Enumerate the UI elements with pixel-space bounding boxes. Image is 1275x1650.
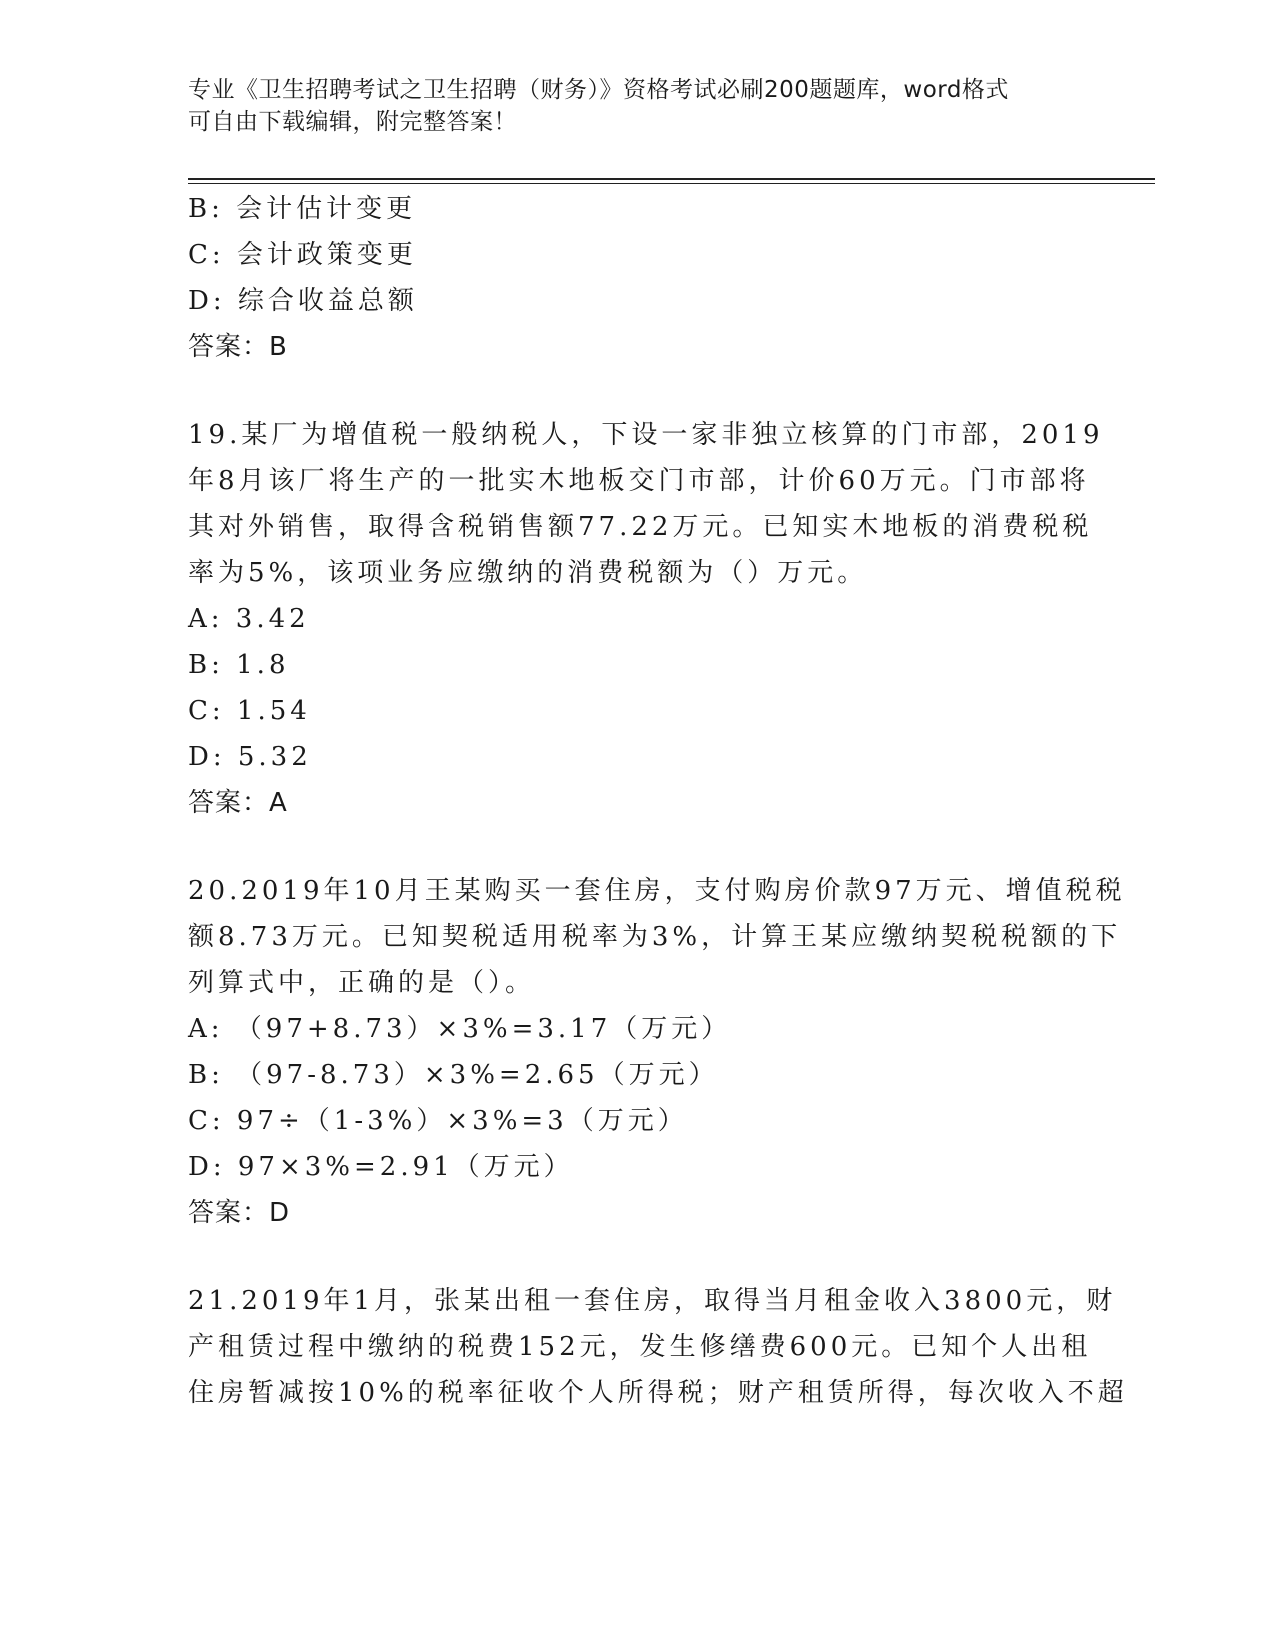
answer-line: 答案：D [188,1198,291,1228]
question-text-line: 21.2019年1月，张某出租一套住房，取得当月租金收入3800元，财 [188,1286,1117,1316]
question-text-line: 住房暂减按10%的税率征收个人所得税；财产租赁所得，每次收入不超 [188,1378,1128,1408]
question-18-tail [188,186,1088,370]
header-line-1: 专业《卫生招聘考试之卫生招聘（财务）》资格考试必刷200题题库，word格式 [188,77,1009,103]
question-text-line: 额8.73万元。已知契税适用税率为3%，计算王某应缴纳契税税额的下 [188,922,1122,952]
question-19 [188,412,1104,826]
question-text-line: 20.2019年10月王某购买一套住房，支付购房价款97万元、增值税税 [188,876,1126,906]
question-20 [188,868,1126,1236]
header-divider-thick [188,178,1155,180]
option-c: C: 会计政策变更 [188,240,417,270]
option-a: A: （97+8.73）×3%=3.17（万元） [188,1014,732,1044]
option-d: D: 综合收益总额 [188,286,418,316]
spacer [188,1236,1088,1278]
option-c: C: 1.54 [188,696,311,726]
option-d: D: 5.32 [188,742,312,772]
answer-line: 答案：A [188,788,288,818]
option-b: B: 会计估计变更 [188,194,417,224]
question-text-line: 产租赁过程中缴纳的税费152元，发生修缮费600元。已知个人出租 [188,1332,1092,1362]
question-text-line: 19.某厂为增值税一般纳税人，下设一家非独立核算的门市部，2019 [188,420,1104,450]
document-header [188,74,1088,138]
question-text-line: 年8月该厂将生产的一批实木地板交门市部，计价60万元。门市部将 [188,466,1090,496]
option-a: A: 3.42 [188,604,310,634]
option-d: D: 97×3%=2.91（万元） [188,1152,574,1182]
question-21 [188,1278,1128,1416]
option-b: B: （97-8.73）×3%=2.65（万元） [188,1060,719,1090]
question-text-line: 其对外销售，取得含税销售额77.22万元。已知实木地板的消费税税 [188,512,1093,542]
document-body [188,186,1128,1416]
option-b: B: 1.8 [188,650,290,680]
option-c: C: 97÷（1-3%）×3%=3（万元） [188,1106,688,1136]
spacer [188,826,1088,868]
question-text-line: 列算式中，正确的是（）。 [188,968,536,998]
header-line-2: 可自由下载编辑，附完整答案！ [188,109,517,135]
answer-line: 答案：B [188,332,288,362]
header-divider-thin [188,183,1155,184]
spacer [188,370,1088,412]
question-text-line: 率为5%，该项业务应缴纳的消费税额为（）万元。 [188,558,868,588]
